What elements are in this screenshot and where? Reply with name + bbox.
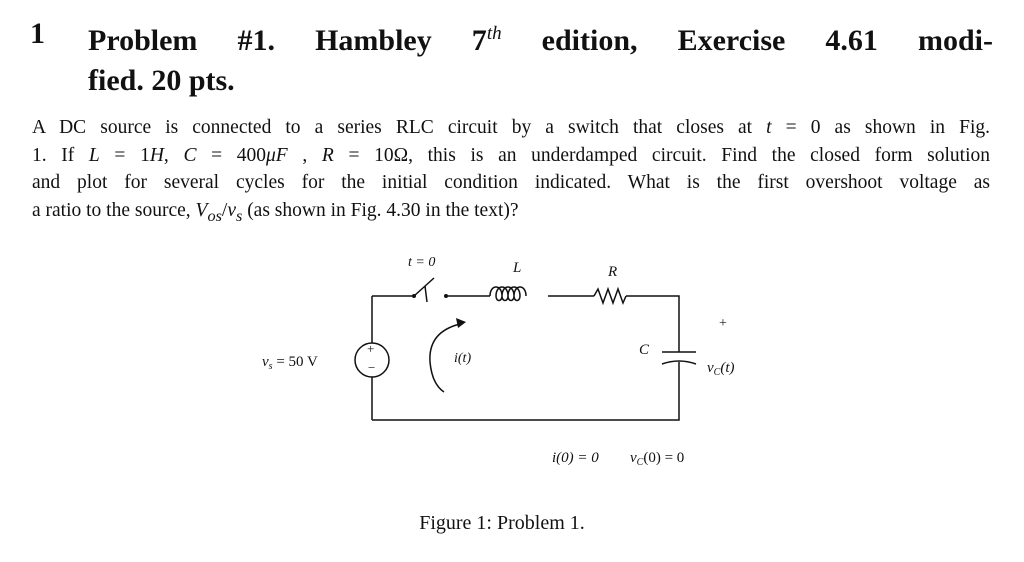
source-plus-sign: + (367, 341, 375, 356)
section-title (88, 14, 993, 101)
statement-line-3: and plot for several cycles for the initial condition indicated. What is the first overshoot voltage as (32, 172, 990, 193)
switch-stem (425, 286, 427, 302)
source-value-label: $v_s = 50$ V (262, 354, 318, 372)
rlc-circuit-diagram (240, 240, 780, 490)
section-title-line2: fied. 20 pts. (88, 64, 235, 97)
capacitor-plus-label: + (719, 316, 727, 331)
statement-line-1: A DC source is connected to a series RLC circuit by a switch that closes at t = 0 as shown in Fig. (32, 117, 990, 138)
wire-top-right (626, 296, 679, 352)
switch-blade (414, 278, 434, 296)
switch-contact-left (412, 294, 416, 298)
current-label: i(t) (454, 351, 472, 366)
source-minus-sign: − (368, 360, 376, 375)
initial-current-label: i(0) = 0 (552, 450, 599, 466)
switch-contact-right (444, 294, 448, 298)
wire-bottom (372, 362, 679, 420)
statement-line-2: 1. If L = 1H, C = 400μF , R = 10Ω, this is an underdamped circuit. Find the closed form solution (32, 144, 990, 166)
section-number: 1 (30, 17, 45, 50)
title-pre: Problem #1. Hambley 7 (88, 24, 487, 57)
problem-statement (32, 114, 990, 230)
inductor-label: L (513, 260, 522, 276)
statement-line-4: a ratio to the source, $V_{os}/v_s$ (as shown in Fig. 4.30 in the text)? (32, 199, 519, 225)
capacitor-label: C (639, 342, 650, 358)
inductor-coil (490, 287, 526, 301)
capacitor-voltage-label: $v_C(t)$ (707, 360, 735, 378)
title-post: edition, Exercise 4.61 modi- (501, 24, 993, 57)
figure-caption: Figure 1: Problem 1. (419, 512, 585, 534)
initial-voltage-label: $v_C(0) = 0$ (630, 450, 685, 468)
resistor-zigzag (594, 289, 626, 303)
section-title-line1 (88, 14, 993, 61)
current-arrow-head (456, 318, 466, 328)
resistor-label: R (608, 264, 618, 280)
switch-label: t = 0 (408, 255, 436, 270)
title-superscript: th (486, 23, 502, 44)
